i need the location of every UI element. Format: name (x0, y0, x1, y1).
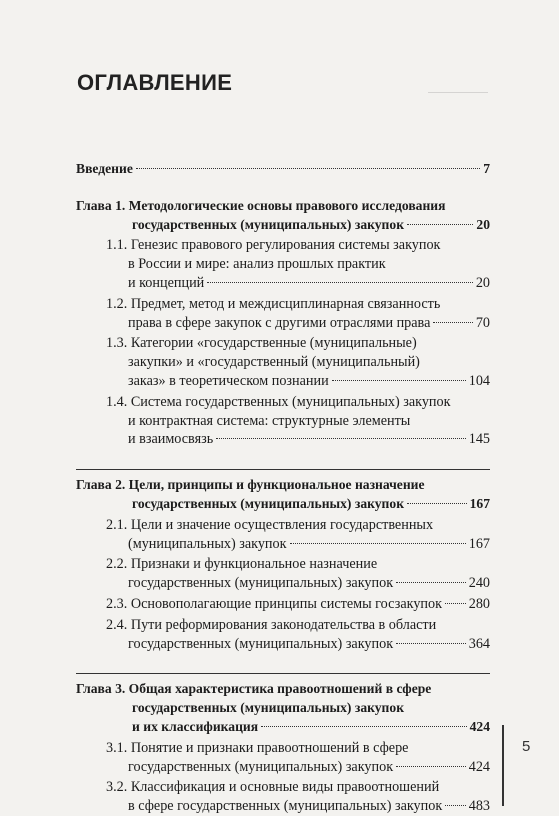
toc-entry-text: (муниципальных) закупок (128, 535, 287, 552)
toc-section (76, 516, 490, 554)
leader-dots (407, 503, 467, 504)
toc-section (76, 295, 490, 333)
toc-entry-text: 2.3. Основополагающие принципы системы госзакупок (106, 595, 443, 612)
toc-entry-text: и взаимосвязь (128, 431, 214, 448)
toc-entry-text: 1.3. Категории «государственные (муниципальные) (106, 335, 417, 352)
toc-entry-text: государственных (муниципальных) закупок (132, 700, 405, 716)
toc-section (76, 778, 490, 816)
leader-dots (290, 543, 466, 544)
toc-page-number: 424 (469, 718, 490, 734)
table-of-contents (76, 160, 490, 816)
toc-entry-text: Введение (76, 161, 133, 176)
toc-entry-text: Глава 3. Общая характеристика правоотношений в сфере (76, 681, 432, 697)
page-number: 5 (522, 738, 531, 755)
leader-dots (207, 282, 473, 283)
toc-page-number: 424 (468, 758, 490, 775)
section-divider (76, 469, 490, 470)
toc-chapter (76, 469, 490, 514)
leader-dots (396, 643, 466, 644)
toc-entry-text: Глава 2. Цели, принципы и функциональное назначение (76, 477, 425, 493)
toc-page-number: 20 (476, 216, 490, 232)
toc-entry-text: Глава 1. Методологические основы правового исследования (76, 197, 446, 213)
toc-entry-text: государственных (муниципальных) закупок (128, 758, 394, 775)
leader-dots (216, 438, 466, 439)
toc-entry-text: государственных (муниципальных) закупок (132, 495, 405, 511)
toc-entry-text: 3.1. Понятие и признаки правоотношений в сфере (106, 739, 409, 756)
toc-page-number: 20 (475, 274, 490, 291)
toc-entry-text: 1.2. Предмет, метод и междисциплинарная связанность (106, 295, 441, 312)
leader-dots (396, 766, 466, 767)
toc-entry-text: государственных (муниципальных) закупок (128, 575, 394, 592)
toc-section (76, 334, 490, 390)
toc-page-number: 7 (483, 161, 490, 176)
toc-entry-text: в сфере государственных (муниципальных) закупок (128, 798, 443, 815)
toc-entry-text: государственных (муниципальных) закупок (128, 635, 394, 652)
toc-entry-text: 2.2. Признаки и функциональное назначение (106, 556, 378, 573)
toc-chapter (76, 673, 490, 736)
leader-dots (261, 726, 467, 727)
page-edge-rule (502, 725, 504, 806)
toc-page-number: 167 (469, 495, 490, 511)
leader-dots (332, 380, 466, 381)
toc-page-number: 364 (468, 635, 490, 652)
leader-dots (136, 168, 480, 169)
toc-entry-text: в России и мире: анализ прошлых практик (128, 256, 386, 273)
toc-entry-text: государственных (муниципальных) закупок (132, 216, 405, 232)
page-title: ОГЛАВЛЕНИЕ (77, 70, 233, 95)
toc-section (76, 739, 490, 777)
toc-page-number: 280 (468, 595, 490, 612)
toc-page-number: 70 (475, 314, 490, 331)
toc-entry-text: закупки» и «государственный (муниципальный) (128, 354, 420, 371)
toc-page-number: 240 (468, 575, 490, 592)
leader-dots (407, 224, 473, 225)
bleed-through-header (428, 84, 488, 93)
toc-entry-text: права в сфере закупок с другими отраслями права (128, 314, 431, 331)
toc-entry-text: 3.2. Классификация и основные виды правоотношений (106, 779, 440, 796)
toc-page-number: 145 (468, 431, 490, 448)
toc-entry-text: заказ» в теоретическом познании (128, 372, 329, 389)
toc-section (76, 555, 490, 593)
toc-section (76, 616, 490, 654)
toc-intro (76, 160, 490, 179)
toc-entry-text: 1.1. Генезис правового регулирования системы закупок (106, 237, 441, 254)
toc-page-number: 483 (468, 798, 490, 815)
toc-entry-text: 1.4. Система государственных (муниципальных) закупок (106, 393, 451, 410)
toc-entry-text: и контрактная система: структурные элементы (128, 412, 411, 429)
toc-section (76, 393, 490, 449)
leader-dots (433, 322, 472, 323)
toc-section (76, 595, 490, 614)
toc-entry-text: и их классификация (132, 718, 259, 734)
toc-entry-text: 2.1. Цели и значение осуществления государственных (106, 516, 434, 533)
section-divider (76, 673, 490, 674)
leader-dots (445, 603, 466, 604)
toc-page-number: 104 (468, 372, 490, 389)
toc-entry-text: и концепций (128, 274, 205, 291)
toc-page-number: 167 (468, 535, 490, 552)
toc-section (76, 236, 490, 292)
toc-entry-text: 2.4. Пути реформирования законодательства в области (106, 616, 437, 633)
toc-chapter (76, 197, 490, 235)
leader-dots (396, 582, 466, 583)
